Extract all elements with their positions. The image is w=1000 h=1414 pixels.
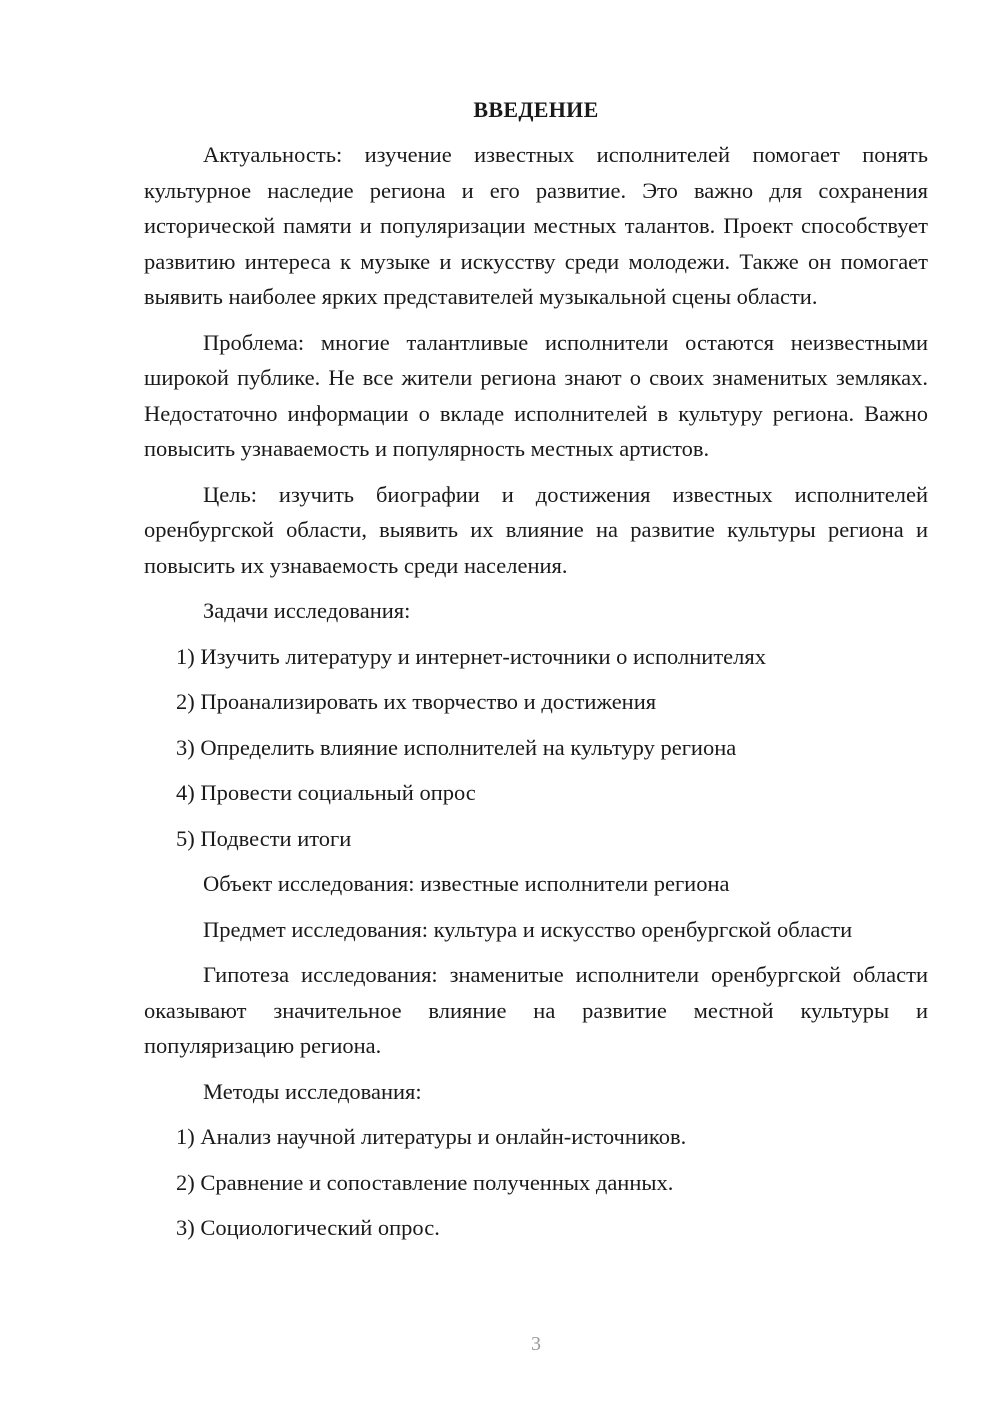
method-item: 2) Сравнение и сопоставление полученных данных. <box>176 1169 674 1195</box>
hypothesis-paragraph: Гипотеза исследования: знаменитые исполнители оренбургской области оказывают значительное влияние на развитие местной культуры и популяризацию региона. <box>144 962 928 1058</box>
document-page <box>144 95 928 1256</box>
method-item: 3) Социологический опрос. <box>176 1215 440 1240</box>
task-item: 1) Изучить литературу и интернет-источники о исполнителях <box>176 643 766 669</box>
tasks-label: Задачи исследования: <box>203 598 411 623</box>
task-item: 4) Провести социальный опрос <box>176 780 476 805</box>
page-title: ВВЕДЕНИЕ <box>473 97 599 122</box>
page-number: 3 <box>531 1333 541 1355</box>
method-item: 1) Анализ научной литературы и онлайн-источников. <box>176 1124 687 1149</box>
relevance-paragraph: Актуальность: изучение известных исполнителей помогает понять культурное наследие региона и его развитие. Это важно для сохранения исторической памяти и популяризации местных талантов. Проект способствует развитию интереса к музыке и искусству среди молодежи. Также он помогает выявить наиболее ярких представителей музыкальной сцены области. <box>144 142 928 309</box>
problem-paragraph: Проблема: многие талантливые исполнители остаются неизвестными широкой публике. Не все жители региона знают о своих знаменитых земляках. Недостаточно информации о вкладе исполнителей в культуру региона. Важно повысить узнаваемость и популярность местных артистов. <box>144 329 928 461</box>
research-subject: Предмет исследования: культура и искусство оренбургской области <box>203 916 853 942</box>
goal-paragraph: Цель: изучить биографии и достижения известных исполнителей оренбургской области, выявить их влияние на развитие культуры региона и повысить их узнаваемость среди населения. <box>144 481 928 578</box>
research-object: Объект исследования: известные исполнители региона <box>203 871 730 896</box>
methods-label: Методы исследования: <box>203 1078 422 1104</box>
task-item: 3) Определить влияние исполнителей на культуру региона <box>176 734 737 760</box>
task-item: 2) Проанализировать их творчество и достижения <box>176 689 657 714</box>
task-item: 5) Подвести итоги <box>176 825 352 851</box>
